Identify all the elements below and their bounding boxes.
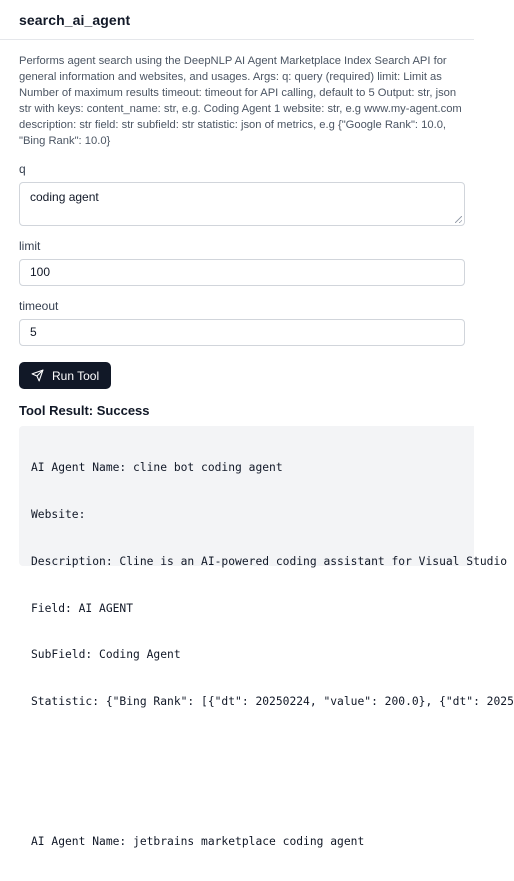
result-line: Website: (31, 507, 86, 521)
tool-header (0, 0, 474, 40)
result-title: Tool Result: Success (19, 403, 150, 418)
result-line (31, 788, 474, 804)
timeout-input[interactable] (19, 319, 465, 346)
tool-title: search_ai_agent (19, 12, 131, 28)
limit-input[interactable] (19, 259, 465, 286)
q-value: coding agent (30, 190, 99, 204)
run-tool-label: Run Tool (52, 368, 100, 383)
result-line: AI Agent Name: jetbrains marketplace coding agent (31, 835, 365, 849)
timeout-value: 5 (30, 325, 37, 339)
limit-value: 100 (30, 265, 51, 279)
tool-form (0, 40, 514, 849)
result-line: Field: AI AGENT (31, 601, 134, 615)
tool-description: Performs agent search using the DeepNLP AI Agent Marketplace Index Search API for general information and websites, and usages. Args: q: query (required) limit: Limit as Number of maximum results timeout: timeout for API calling, default to 5 Output: str, json str with keys: content_name: str, e.g. Coding Agent 1 website: str, e.g www.my-agent.com description: str field: str subfield: str statistic: json of metrics, e.g {"Google Rank": 10.0, "Bing Rank": 10.0} (19, 55, 462, 147)
resize-handle[interactable] (455, 216, 462, 223)
q-label: q (19, 162, 26, 176)
result-line: Statistic: {"Bing Rank": [{"dt": 20250224, "value": 200.0}, {"dt": 2025 (31, 695, 514, 709)
limit-label: limit (19, 239, 41, 253)
result-line: SubField: Coding Agent (31, 648, 181, 662)
result-line: Description: Cline is an AI-powered coding assistant for Visual Studio (31, 554, 508, 568)
result-line (31, 741, 474, 757)
result-output (19, 426, 514, 849)
result-line: AI Agent Name: cline bot coding agent (31, 461, 283, 475)
timeout-label: timeout (19, 299, 59, 313)
send-icon (31, 369, 44, 382)
run-tool-button[interactable] (19, 362, 111, 389)
q-textarea[interactable] (19, 182, 465, 226)
